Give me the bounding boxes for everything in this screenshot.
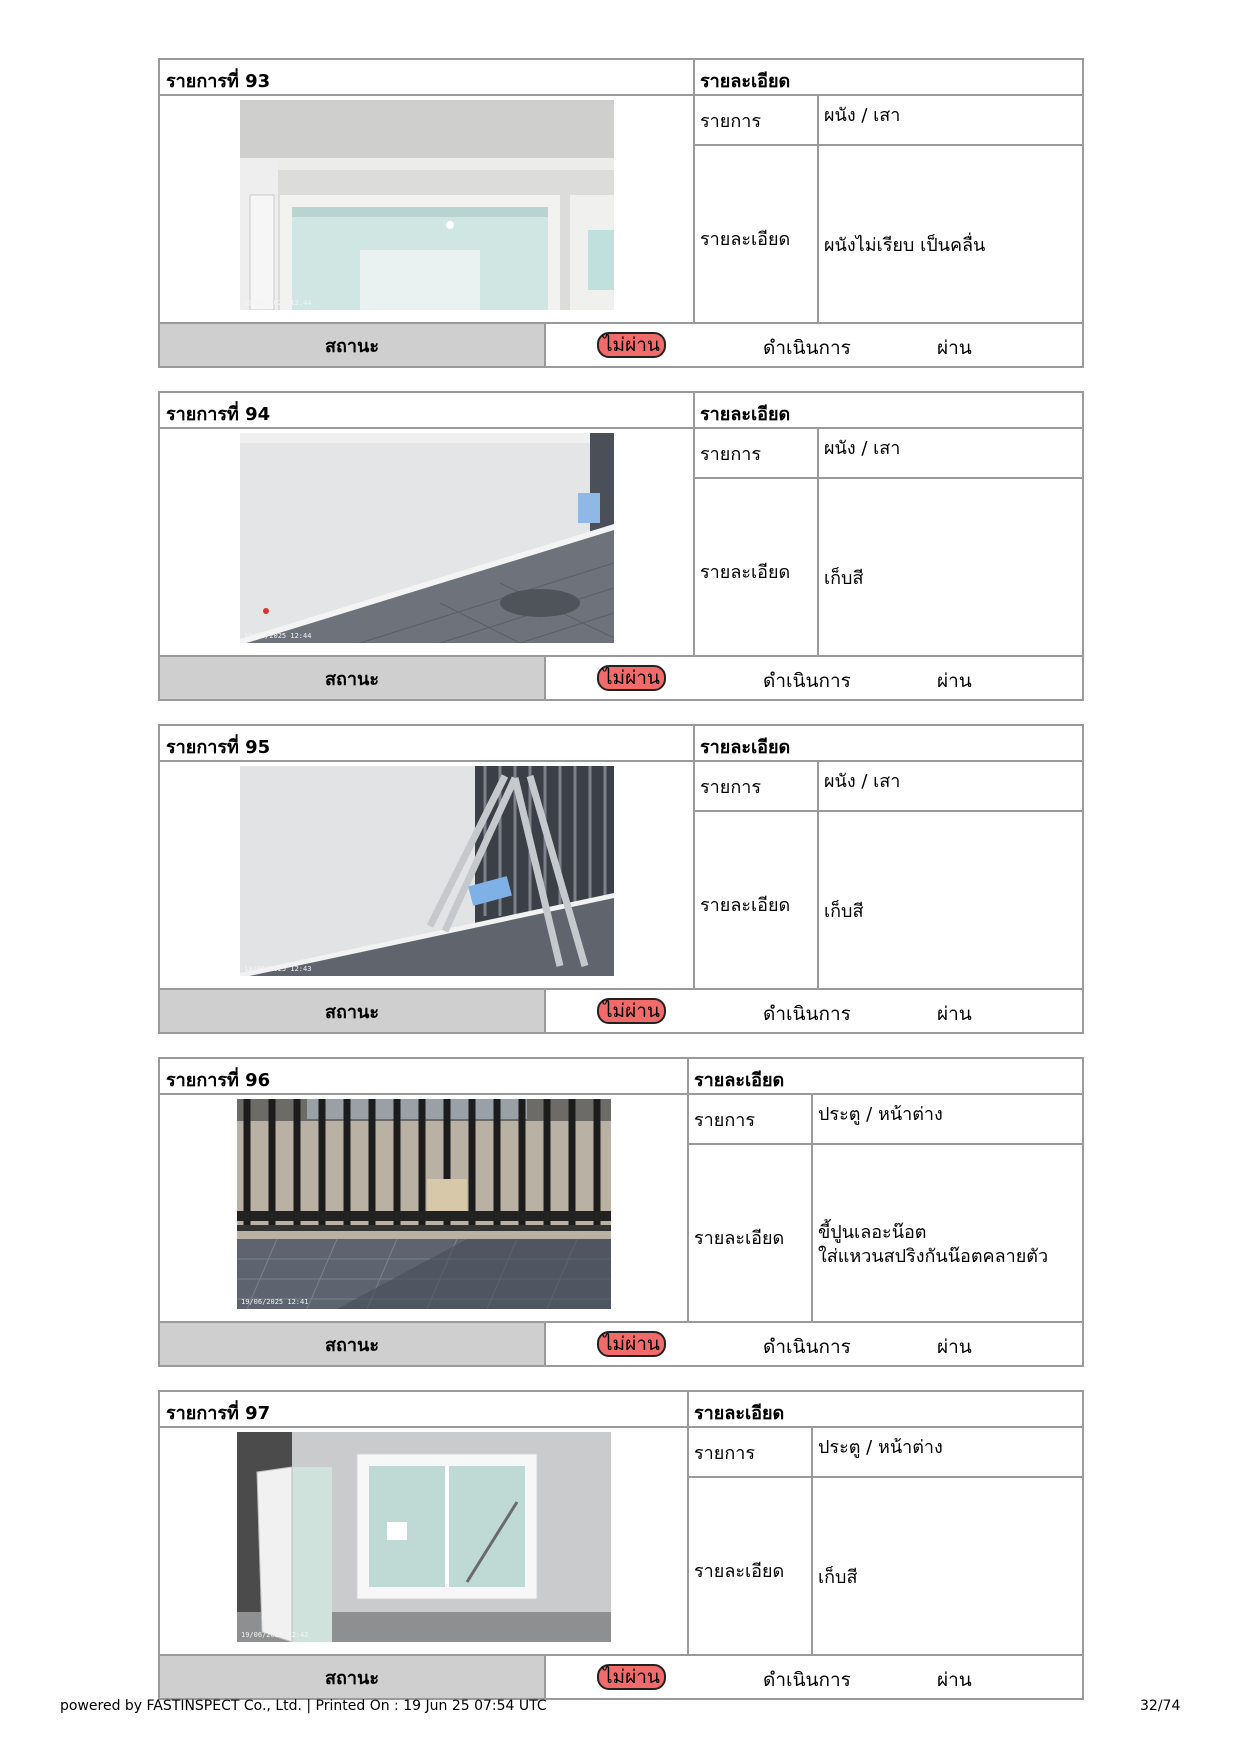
- item-detail: เก็บสี: [818, 1567, 858, 1588]
- detail-header: รายละเอียด: [700, 71, 791, 92]
- status-pass-option[interactable]: ผ่าน: [937, 1003, 972, 1025]
- detail-header: รายละเอียด: [694, 1070, 785, 1091]
- status-fail-option[interactable]: ไม่ผ่าน: [597, 332, 666, 358]
- item-header: [160, 1392, 1082, 1428]
- item-detail-line-2: ใส่แหวนสปริงกันน๊อตคลายตัว: [818, 1246, 1049, 1267]
- item-label: รายการ: [694, 1110, 755, 1131]
- photo-timestamp: 19/06/2025 12:44: [244, 299, 312, 307]
- item-header: [160, 726, 1082, 762]
- status-row: [160, 1321, 1082, 1365]
- item-label: รายการ: [700, 111, 761, 132]
- inspection-photo[interactable]: [240, 100, 614, 310]
- status-pass-option[interactable]: ผ่าน: [937, 1669, 972, 1691]
- item-header: [160, 393, 1082, 429]
- item-category: ประตู / หน้าต่าง: [818, 1437, 943, 1458]
- photo-timestamp: 19/06/2025 12:41: [241, 1298, 309, 1306]
- detail-label: รายละเอียด: [694, 1561, 785, 1582]
- item-title: รายการที่ 97: [166, 1403, 271, 1424]
- item-category: ผนัง / เสา: [824, 771, 901, 792]
- divider: [693, 726, 695, 990]
- item-category: ผนัง / เสา: [824, 105, 901, 126]
- status-row: [160, 988, 1082, 1032]
- divider: [811, 1426, 813, 1656]
- divider: [817, 94, 819, 324]
- item-detail: เก็บสี: [824, 901, 864, 922]
- photo-timestamp: 19/06/2025 12:44: [244, 632, 312, 640]
- status-pass-option[interactable]: ผ่าน: [937, 337, 972, 359]
- inspection-item-97: [158, 1390, 1084, 1700]
- inspection-photo[interactable]: [237, 1099, 611, 1309]
- status-fail-option[interactable]: ไม่ผ่าน: [597, 665, 666, 691]
- item-label: รายการ: [694, 1443, 755, 1464]
- detail-header: รายละเอียด: [700, 737, 791, 758]
- item-title: รายการที่ 93: [166, 71, 271, 92]
- status-label: สถานะ: [160, 1323, 546, 1365]
- page-number: 32/74: [1140, 1698, 1181, 1714]
- detail-header: รายละเอียด: [700, 404, 791, 425]
- item-title: รายการที่ 96: [166, 1070, 271, 1091]
- status-fail-option[interactable]: ไม่ผ่าน: [597, 998, 666, 1024]
- detail-label: รายละเอียด: [694, 1228, 785, 1249]
- inspection-item-96: [158, 1057, 1084, 1367]
- divider: [693, 393, 695, 657]
- divider: [687, 1476, 1082, 1478]
- item-header: [160, 1059, 1082, 1095]
- detail-header: รายละเอียด: [694, 1403, 785, 1424]
- status-label: สถานะ: [160, 990, 546, 1032]
- status-in-progress-option[interactable]: ดำเนินการ: [763, 1336, 851, 1358]
- divider: [693, 477, 1082, 479]
- status-in-progress-option[interactable]: ดำเนินการ: [763, 1669, 851, 1691]
- detail-label: รายละเอียด: [700, 229, 791, 250]
- divider: [687, 1059, 689, 1323]
- item-title: รายการที่ 95: [166, 737, 271, 758]
- divider: [817, 427, 819, 657]
- photo-timestamp: 19/06/2025 12:42: [241, 1631, 309, 1639]
- photo-timestamp: 19/06/2025 12:43: [244, 965, 312, 973]
- status-fail-option[interactable]: ไม่ผ่าน: [597, 1331, 666, 1357]
- detail-label: รายละเอียด: [700, 562, 791, 583]
- divider: [693, 60, 695, 324]
- inspection-item-94: [158, 391, 1084, 701]
- item-category: ผนัง / เสา: [824, 438, 901, 459]
- item-label: รายการ: [700, 777, 761, 798]
- footer-printed-info: powered by FASTINSPECT Co., Ltd. | Printed On : 19 Jun 25 07:54 UTC: [60, 1698, 547, 1714]
- status-label: สถานะ: [160, 657, 546, 699]
- item-header: [160, 60, 1082, 96]
- status-label: สถานะ: [160, 324, 546, 366]
- item-detail: ผนังไม่เรียบ เป็นคลื่น: [824, 235, 986, 256]
- status-in-progress-option[interactable]: ดำเนินการ: [763, 1003, 851, 1025]
- inspection-item-93: [158, 58, 1084, 368]
- status-row: [160, 1654, 1082, 1698]
- divider: [693, 810, 1082, 812]
- status-pass-option[interactable]: ผ่าน: [937, 670, 972, 692]
- status-pass-option[interactable]: ผ่าน: [937, 1336, 972, 1358]
- divider: [811, 1093, 813, 1323]
- item-detail-line-1: ขี้ปูนเลอะน๊อต: [818, 1222, 927, 1243]
- item-detail: เก็บสี: [824, 568, 864, 589]
- item-title: รายการที่ 94: [166, 404, 271, 425]
- detail-label: รายละเอียด: [700, 895, 791, 916]
- divider: [687, 1143, 1082, 1145]
- status-row: [160, 322, 1082, 366]
- item-label: รายการ: [700, 444, 761, 465]
- status-row: [160, 655, 1082, 699]
- item-category: ประตู / หน้าต่าง: [818, 1104, 943, 1125]
- status-in-progress-option[interactable]: ดำเนินการ: [763, 337, 851, 359]
- divider: [693, 144, 1082, 146]
- status-label: สถานะ: [160, 1656, 546, 1698]
- status-fail-option[interactable]: ไม่ผ่าน: [597, 1664, 666, 1690]
- inspection-item-95: [158, 724, 1084, 1034]
- inspection-photo[interactable]: [240, 433, 614, 643]
- inspection-photo[interactable]: [240, 766, 614, 976]
- divider: [817, 760, 819, 990]
- inspection-photo[interactable]: [237, 1432, 611, 1642]
- status-in-progress-option[interactable]: ดำเนินการ: [763, 670, 851, 692]
- divider: [687, 1392, 689, 1656]
